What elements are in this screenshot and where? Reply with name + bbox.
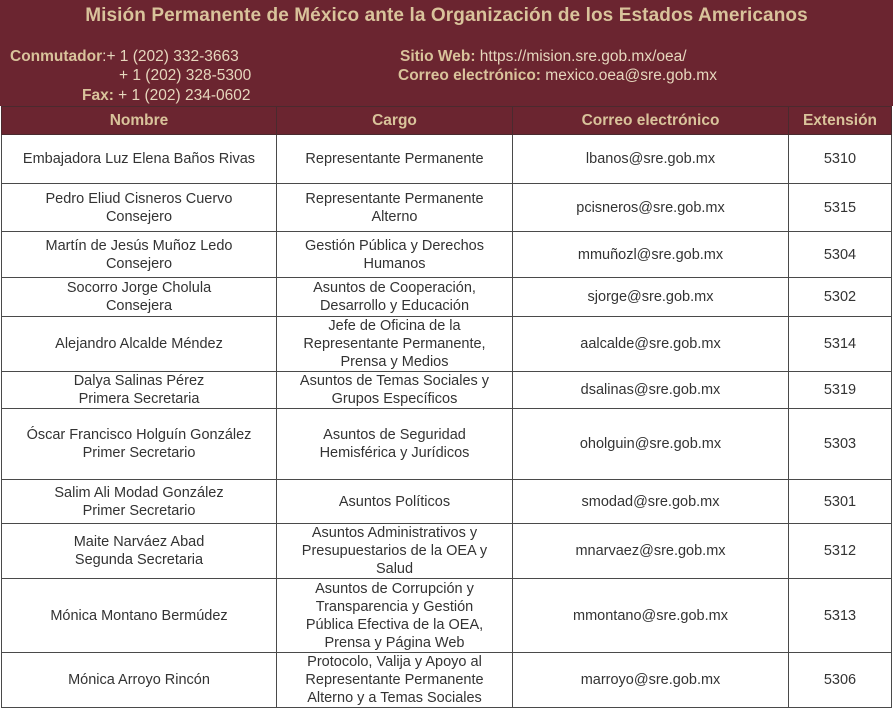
position-cell-line: Representante Permanente, xyxy=(303,336,486,352)
name-cell-line: Mónica Arroyo Rincón xyxy=(68,672,210,688)
table-row xyxy=(2,480,892,524)
position-cell-line: Desarrollo y Educación xyxy=(319,298,470,314)
email-cell[interactable]: mmuñozl@sre.gob.mx xyxy=(513,232,789,278)
extension-cell: 5304 xyxy=(789,232,892,278)
name-cell-line: Consejero xyxy=(105,255,173,272)
name-cell xyxy=(2,653,277,708)
email-cell[interactable]: oholguin@sre.gob.mx xyxy=(513,409,789,480)
table-row xyxy=(2,184,892,232)
name-cell-line: Socorro Jorge Cholula xyxy=(66,280,212,296)
name-cell-line: Mónica Montano Bermúdez xyxy=(50,607,228,624)
website-line xyxy=(400,47,687,66)
fax-label: Fax: xyxy=(82,87,114,104)
position-cell-line: Salud xyxy=(375,561,414,577)
position-cell-line: Presupuestarios de la OEA y xyxy=(301,543,488,559)
table-row xyxy=(2,409,892,480)
position-cell-line: Representante Permanente xyxy=(305,190,484,207)
switchboard-line-1 xyxy=(10,47,239,66)
name-cell xyxy=(2,480,277,524)
table-body xyxy=(2,135,892,708)
extension-cell: 5313 xyxy=(789,579,892,653)
position-cell-line: Asuntos de Cooperación, xyxy=(313,280,476,296)
position-cell-line: Representante Permanente xyxy=(305,151,484,167)
position-cell-line: Prensa y Medios xyxy=(340,354,449,370)
position-cell-line: Protocolo, Valija y Apoyo al xyxy=(307,654,482,670)
table-row xyxy=(2,524,892,579)
position-cell xyxy=(277,317,513,372)
email-cell[interactable]: aalcalde@sre.gob.mx xyxy=(513,317,789,372)
website-label: Sitio Web: xyxy=(400,48,476,65)
email-cell[interactable]: mmontano@sre.gob.mx xyxy=(513,579,789,653)
name-cell-line: Segunda Secretaria xyxy=(74,552,204,568)
extension-cell: 5310 xyxy=(789,135,892,184)
position-cell-line: Alterno y a Temas Sociales xyxy=(307,690,482,706)
name-cell-line: Óscar Francisco Holguín González xyxy=(26,427,252,443)
switchboard-number-2: + 1 (202) 328-5300 xyxy=(119,67,252,84)
switchboard-line-2 xyxy=(119,66,251,85)
email-cell[interactable]: smodad@sre.gob.mx xyxy=(513,480,789,524)
table-row xyxy=(2,232,892,278)
position-cell-line: Asuntos de Temas Sociales y xyxy=(299,373,490,389)
position-cell-line: Jefe de Oficina de la xyxy=(328,318,461,334)
position-cell xyxy=(277,278,513,317)
position-cell xyxy=(277,579,513,653)
position-cell-line: Humanos xyxy=(363,255,426,272)
name-cell-line: Salim Ali Modad González xyxy=(54,484,224,501)
column-header-position: Cargo xyxy=(277,107,513,135)
staff-directory-table xyxy=(1,106,892,708)
name-cell-line: Consejera xyxy=(105,298,173,314)
position-cell-line: Asuntos de Seguridad xyxy=(323,427,466,443)
column-header-name: Nombre xyxy=(2,107,277,135)
position-cell-line: Alterno xyxy=(371,208,418,225)
position-cell xyxy=(277,372,513,409)
extension-cell: 5302 xyxy=(789,278,892,317)
table-row xyxy=(2,579,892,653)
name-cell-line: Primera Secretaria xyxy=(78,391,200,407)
extension-cell: 5315 xyxy=(789,184,892,232)
switchboard-number-1: :+ 1 (202) 332-3663 xyxy=(102,48,239,65)
table-row xyxy=(2,372,892,409)
website-link[interactable]: https://mision.sre.gob.mx/oea/ xyxy=(475,48,687,65)
name-cell xyxy=(2,232,277,278)
name-cell-line: Alejandro Alcalde Méndez xyxy=(55,336,223,352)
position-cell-line: Transparencia y Gestión xyxy=(315,598,474,615)
email-cell[interactable]: pcisneros@sre.gob.mx xyxy=(513,184,789,232)
position-cell xyxy=(277,184,513,232)
name-cell-line: Pedro Eliud Cisneros Cuervo xyxy=(45,190,233,207)
position-cell-line: Asuntos Administrativos y xyxy=(311,525,478,541)
table-row xyxy=(2,317,892,372)
extension-cell: 5301 xyxy=(789,480,892,524)
table-row xyxy=(2,278,892,317)
extension-cell: 5303 xyxy=(789,409,892,480)
name-cell xyxy=(2,317,277,372)
name-cell xyxy=(2,278,277,317)
name-cell-line: Primer Secretario xyxy=(82,502,196,519)
name-cell xyxy=(2,524,277,579)
name-cell-line: Martín de Jesús Muñoz Ledo xyxy=(45,237,233,254)
name-cell xyxy=(2,135,277,184)
position-cell xyxy=(277,480,513,524)
extension-cell: 5306 xyxy=(789,653,892,708)
position-cell xyxy=(277,232,513,278)
position-cell xyxy=(277,409,513,480)
column-header-extension: Extensión xyxy=(789,107,892,135)
email-cell[interactable]: sjorge@sre.gob.mx xyxy=(513,278,789,317)
email-link[interactable]: mexico.oea@sre.gob.mx xyxy=(540,67,717,84)
table-row xyxy=(2,653,892,708)
position-cell-line: Grupos Específicos xyxy=(331,391,458,407)
name-cell-line: Dalya Salinas Pérez xyxy=(73,373,205,389)
table-row xyxy=(2,135,892,184)
fax-line xyxy=(82,86,250,105)
email-line xyxy=(398,66,717,85)
name-cell-line: Consejero xyxy=(105,208,173,225)
table-header-row xyxy=(2,107,892,135)
email-cell[interactable]: marroyo@sre.gob.mx xyxy=(513,653,789,708)
position-cell-line: Asuntos de Corrupción y xyxy=(315,580,474,597)
extension-cell: 5312 xyxy=(789,524,892,579)
email-cell[interactable]: dsalinas@sre.gob.mx xyxy=(513,372,789,409)
position-cell-line: Hemisférica y Jurídicos xyxy=(319,445,470,461)
name-cell xyxy=(2,372,277,409)
page-title: Misión Permanente de México ante la Organización de los Estados Americanos xyxy=(85,5,808,26)
header-banner xyxy=(0,0,893,106)
name-cell-line: Primer Secretario xyxy=(82,445,196,461)
email-cell[interactable]: mnarvaez@sre.gob.mx xyxy=(513,524,789,579)
position-cell-line: Prensa y Página Web xyxy=(324,634,465,651)
email-label: Correo electrónico: xyxy=(398,67,541,84)
position-cell xyxy=(277,653,513,708)
email-cell[interactable]: lbanos@sre.gob.mx xyxy=(513,135,789,184)
column-header-email: Correo electrónico xyxy=(513,107,789,135)
name-cell-line: Maite Narváez Abad xyxy=(73,534,205,550)
name-cell xyxy=(2,579,277,653)
switchboard-label: Conmutador xyxy=(10,48,103,65)
position-cell xyxy=(277,524,513,579)
position-cell-line: Asuntos Políticos xyxy=(338,493,451,510)
position-cell-line: Pública Efectiva de la OEA, xyxy=(305,616,484,633)
extension-cell: 5314 xyxy=(789,317,892,372)
position-cell xyxy=(277,135,513,184)
name-cell xyxy=(2,409,277,480)
position-cell-line: Gestión Pública y Derechos xyxy=(305,237,484,254)
fax-number: + 1 (202) 234-0602 xyxy=(113,87,251,104)
name-cell xyxy=(2,184,277,232)
name-cell-line: Embajadora Luz Elena Baños Rivas xyxy=(22,151,256,167)
position-cell-line: Representante Permanente xyxy=(305,672,484,688)
extension-cell: 5319 xyxy=(789,372,892,409)
